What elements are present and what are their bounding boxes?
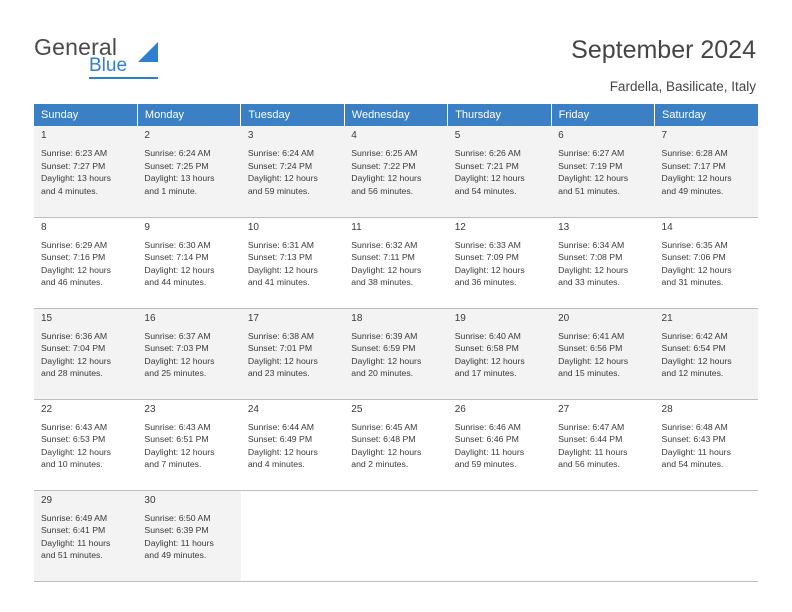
day-info-line: Daylight: 11 hours bbox=[144, 537, 214, 548]
day-info-line: and 49 minutes. bbox=[661, 185, 724, 196]
day-info-line: Daylight: 12 hours bbox=[41, 355, 112, 366]
calendar-day-cell bbox=[34, 217, 137, 308]
calendar-day-cell bbox=[448, 399, 551, 490]
day-number: 11 bbox=[351, 221, 362, 233]
day-info-line: and 41 minutes. bbox=[247, 277, 310, 288]
day-info-line: Daylight: 11 hours bbox=[454, 446, 525, 457]
day-info-line: Sunset: 6:44 PM bbox=[558, 434, 623, 445]
day-info-line: Sunset: 7:09 PM bbox=[454, 252, 519, 263]
calendar-day-cell bbox=[34, 490, 137, 581]
day-info-line: Sunrise: 6:44 AM bbox=[247, 421, 315, 432]
day-info-line: Sunrise: 6:24 AM bbox=[247, 148, 315, 159]
logo-text-general: General bbox=[34, 34, 118, 60]
day-info-line: Daylight: 12 hours bbox=[661, 173, 732, 184]
day-info-line: Sunset: 7:22 PM bbox=[351, 160, 416, 171]
day-info-line: and 2 minutes. bbox=[351, 459, 409, 470]
day-info-line: Sunrise: 6:36 AM bbox=[41, 330, 108, 341]
day-info-line: and 51 minutes. bbox=[41, 550, 103, 561]
day-info-line: Daylight: 12 hours bbox=[144, 446, 215, 457]
calendar-day-cell bbox=[34, 399, 137, 490]
day-info-line: and 12 minutes. bbox=[661, 368, 724, 379]
day-number: 30 bbox=[144, 494, 156, 506]
day-info-line: Sunrise: 6:24 AM bbox=[144, 148, 211, 159]
day-info-line: Sunset: 6:49 PM bbox=[247, 434, 313, 445]
day-info-line: Sunrise: 6:39 AM bbox=[351, 330, 418, 341]
day-info-line: and 56 minutes. bbox=[351, 185, 414, 196]
day-info-line: Daylight: 12 hours bbox=[247, 355, 318, 366]
day-info-line: Sunset: 6:46 PM bbox=[454, 434, 519, 445]
calendar-day-cell bbox=[137, 308, 240, 399]
day-info-line: and 10 minutes. bbox=[41, 459, 103, 470]
day-info-line: Daylight: 12 hours bbox=[351, 264, 422, 275]
calendar-day-cell bbox=[344, 399, 447, 490]
day-info-line: Sunrise: 6:50 AM bbox=[144, 512, 211, 523]
day-info-line: Daylight: 12 hours bbox=[558, 355, 629, 366]
calendar-day-cell bbox=[655, 217, 758, 308]
day-info-line: Sunrise: 6:46 AM bbox=[454, 421, 521, 432]
calendar-week-row bbox=[34, 490, 758, 581]
day-info-line: and 46 minutes. bbox=[41, 277, 103, 288]
day-info-line: Daylight: 13 hours bbox=[41, 173, 112, 184]
day-info-line: Sunrise: 6:37 AM bbox=[144, 330, 211, 341]
day-info-line: Daylight: 12 hours bbox=[247, 173, 318, 184]
page-title: September 2024 bbox=[571, 36, 756, 64]
calendar-day-cell bbox=[655, 126, 758, 217]
day-info-line: Sunrise: 6:32 AM bbox=[351, 239, 418, 250]
weekday-header-sunday: Sunday bbox=[34, 104, 137, 126]
day-info-line: Sunrise: 6:33 AM bbox=[454, 239, 521, 250]
day-number: 18 bbox=[351, 312, 363, 324]
day-info-line: Sunset: 6:43 PM bbox=[661, 434, 726, 445]
page-subtitle-location: Fardella, Basilicate, Italy bbox=[609, 79, 756, 94]
day-info-line: and 36 minutes. bbox=[454, 277, 517, 288]
day-info-line: Sunset: 6:58 PM bbox=[454, 343, 519, 354]
day-info-line: and 4 minutes. bbox=[247, 459, 305, 470]
day-info-line: and 56 minutes. bbox=[558, 459, 620, 470]
day-info-line: Sunset: 7:06 PM bbox=[661, 252, 726, 263]
day-info-line: Sunrise: 6:45 AM bbox=[351, 421, 418, 432]
day-info-line: Sunset: 7:17 PM bbox=[661, 160, 726, 171]
calendar-day-cell bbox=[137, 126, 240, 217]
calendar-day-cell bbox=[655, 399, 758, 490]
day-info-line: and 28 minutes. bbox=[41, 368, 103, 379]
calendar-day-cell bbox=[344, 217, 447, 308]
day-info-line: Sunset: 7:16 PM bbox=[41, 252, 106, 263]
day-number: 8 bbox=[41, 221, 47, 233]
day-info-line: Daylight: 11 hours bbox=[41, 537, 111, 548]
weekday-header-monday: Monday bbox=[137, 104, 240, 126]
day-number: 22 bbox=[41, 403, 53, 415]
day-info-line: Daylight: 12 hours bbox=[558, 173, 629, 184]
day-number: 7 bbox=[661, 130, 668, 141]
day-number: 10 bbox=[247, 221, 259, 233]
day-info-line: Daylight: 12 hours bbox=[558, 264, 629, 275]
day-info-line: and 33 minutes. bbox=[558, 277, 620, 288]
calendar-day-cell bbox=[551, 217, 654, 308]
logo-triangle-icon bbox=[138, 42, 158, 62]
day-number: 17 bbox=[247, 312, 259, 324]
day-info-line: and 17 minutes. bbox=[454, 368, 517, 379]
day-info-line: Daylight: 11 hours bbox=[661, 446, 731, 457]
day-info-line: Sunset: 7:21 PM bbox=[454, 160, 519, 171]
day-number: 1 bbox=[41, 130, 47, 141]
day-number: 21 bbox=[661, 312, 673, 324]
logo-underline bbox=[89, 77, 158, 79]
day-info-line: Sunset: 7:27 PM bbox=[41, 160, 106, 171]
calendar-day-cell bbox=[448, 217, 551, 308]
day-info-line: Sunrise: 6:26 AM bbox=[454, 148, 521, 159]
calendar-day-cell bbox=[34, 308, 137, 399]
day-info-line: Daylight: 12 hours bbox=[41, 446, 112, 457]
day-info-line: Daylight: 12 hours bbox=[144, 264, 215, 275]
day-info-line: and 51 minutes. bbox=[558, 185, 620, 196]
day-number: 27 bbox=[558, 403, 570, 415]
day-info-line: and 23 minutes. bbox=[247, 368, 310, 379]
day-info-line: and 31 minutes. bbox=[661, 277, 724, 288]
day-info-line: Sunrise: 6:23 AM bbox=[41, 148, 108, 159]
calendar-day-cell bbox=[448, 308, 551, 399]
day-info-line: Daylight: 12 hours bbox=[351, 446, 422, 457]
day-info-line: Sunset: 7:25 PM bbox=[144, 160, 209, 171]
calendar-day-cell bbox=[241, 399, 344, 490]
day-number: 26 bbox=[454, 403, 466, 415]
calendar-week-row bbox=[34, 217, 758, 308]
day-info-line: and 54 minutes. bbox=[454, 185, 517, 196]
day-info-line: and 1 minute. bbox=[144, 185, 198, 196]
weekday-header-thursday: Thursday bbox=[448, 104, 551, 126]
calendar-day-cell bbox=[241, 308, 344, 399]
day-info-line: Daylight: 12 hours bbox=[247, 446, 318, 457]
calendar-week-row bbox=[34, 399, 758, 490]
day-info-line: Daylight: 12 hours bbox=[351, 355, 422, 366]
calendar-day-cell bbox=[551, 126, 654, 217]
calendar-day-cell bbox=[448, 126, 551, 217]
calendar-day-cell bbox=[241, 126, 344, 217]
day-info-line: Daylight: 12 hours bbox=[661, 264, 732, 275]
weekday-header-friday: Friday bbox=[551, 104, 654, 126]
calendar-day-cell bbox=[551, 308, 654, 399]
day-info-line: Sunset: 6:51 PM bbox=[144, 434, 209, 445]
day-number: 6 bbox=[558, 130, 564, 141]
calendar-day-cell bbox=[241, 217, 344, 308]
day-number: 23 bbox=[144, 403, 156, 415]
day-info-line: Daylight: 12 hours bbox=[454, 173, 525, 184]
day-number: 4 bbox=[351, 130, 357, 141]
day-info-line: Sunrise: 6:40 AM bbox=[454, 330, 521, 341]
day-info-line: Sunset: 6:56 PM bbox=[558, 343, 623, 354]
day-number: 3 bbox=[247, 130, 254, 141]
day-number: 15 bbox=[41, 312, 53, 324]
day-number: 28 bbox=[661, 403, 673, 415]
calendar-day-cell bbox=[137, 217, 240, 308]
day-info-line: Sunrise: 6:47 AM bbox=[558, 421, 625, 432]
day-info-line: and 20 minutes. bbox=[351, 368, 414, 379]
day-number: 25 bbox=[351, 403, 363, 415]
day-info-line: Sunrise: 6:43 AM bbox=[41, 421, 108, 432]
day-info-line: Sunset: 6:53 PM bbox=[41, 434, 106, 445]
calendar-day-cell bbox=[34, 126, 137, 217]
day-info-line: Sunset: 7:19 PM bbox=[558, 160, 623, 171]
day-info-line: and 59 minutes. bbox=[454, 459, 517, 470]
calendar-body bbox=[34, 126, 758, 581]
day-number: 20 bbox=[558, 312, 570, 324]
calendar-day-cell bbox=[344, 126, 447, 217]
day-info-line: Sunset: 7:11 PM bbox=[351, 252, 415, 263]
day-info-line: Daylight: 12 hours bbox=[454, 355, 525, 366]
calendar-day-cell bbox=[344, 308, 447, 399]
day-number: 2 bbox=[144, 130, 150, 141]
calendar-day-cell-empty bbox=[241, 490, 344, 581]
day-info-line: Sunset: 6:54 PM bbox=[661, 343, 726, 354]
day-info-line: Sunrise: 6:28 AM bbox=[661, 148, 728, 159]
day-info-line: Sunset: 7:14 PM bbox=[144, 252, 209, 263]
day-number: 14 bbox=[661, 221, 673, 233]
day-number: 13 bbox=[558, 221, 570, 233]
day-info-line: and 7 minutes. bbox=[144, 459, 202, 470]
day-info-line: Sunset: 7:24 PM bbox=[247, 160, 313, 171]
day-info-line: Sunset: 6:59 PM bbox=[351, 343, 416, 354]
day-info-line: Sunrise: 6:35 AM bbox=[661, 239, 728, 250]
day-info-line: Daylight: 11 hours bbox=[558, 446, 628, 457]
day-info-line: and 4 minutes. bbox=[41, 185, 98, 196]
calendar-table bbox=[34, 104, 758, 582]
calendar-day-cell-empty bbox=[655, 490, 758, 581]
day-info-line: Sunrise: 6:34 AM bbox=[558, 239, 625, 250]
day-info-line: Sunset: 7:13 PM bbox=[247, 252, 313, 263]
day-info-line: Sunrise: 6:31 AM bbox=[247, 239, 315, 250]
day-info-line: Sunset: 6:41 PM bbox=[41, 525, 106, 536]
day-info-line: Sunset: 7:04 PM bbox=[41, 343, 106, 354]
day-number: 12 bbox=[454, 221, 466, 233]
day-info-line: Daylight: 12 hours bbox=[41, 264, 112, 275]
day-info-line: Sunrise: 6:48 AM bbox=[661, 421, 728, 432]
day-number: 9 bbox=[144, 221, 150, 233]
calendar-day-cell-empty bbox=[448, 490, 551, 581]
day-info-line: Daylight: 12 hours bbox=[351, 173, 422, 184]
day-number: 19 bbox=[454, 312, 466, 324]
day-info-line: Daylight: 12 hours bbox=[144, 355, 215, 366]
generalblue-logo bbox=[34, 34, 194, 76]
day-number: 16 bbox=[144, 312, 156, 324]
day-info-line: Sunrise: 6:43 AM bbox=[144, 421, 211, 432]
day-info-line: Sunrise: 6:49 AM bbox=[41, 512, 108, 523]
day-info-line: Sunrise: 6:29 AM bbox=[41, 239, 108, 250]
logo-text-blue: Blue bbox=[89, 55, 128, 76]
calendar-day-cell bbox=[137, 490, 240, 581]
weekday-header-wednesday: Wednesday bbox=[344, 104, 447, 126]
day-info-line: and 15 minutes. bbox=[558, 368, 620, 379]
calendar-week-row bbox=[34, 126, 758, 217]
day-info-line: and 49 minutes. bbox=[144, 550, 207, 561]
calendar-day-cell bbox=[655, 308, 758, 399]
day-number: 29 bbox=[41, 494, 53, 506]
day-number: 24 bbox=[247, 403, 259, 415]
day-info-line: Sunrise: 6:27 AM bbox=[558, 148, 625, 159]
day-info-line: Daylight: 12 hours bbox=[247, 264, 318, 275]
calendar-day-cell-empty bbox=[344, 490, 447, 581]
weekday-header-saturday: Saturday bbox=[655, 104, 758, 126]
day-info-line: Sunrise: 6:30 AM bbox=[144, 239, 211, 250]
day-info-line: Sunrise: 6:42 AM bbox=[661, 330, 728, 341]
day-info-line: Sunset: 6:39 PM bbox=[144, 525, 209, 536]
page-header bbox=[0, 0, 792, 96]
day-number: 5 bbox=[454, 130, 461, 141]
day-info-line: and 44 minutes. bbox=[144, 277, 207, 288]
day-info-line: Sunrise: 6:41 AM bbox=[558, 330, 625, 341]
weekday-header-tuesday: Tuesday bbox=[241, 104, 344, 126]
day-info-line: Sunset: 6:48 PM bbox=[351, 434, 416, 445]
calendar-day-cell-empty bbox=[551, 490, 654, 581]
calendar-day-cell bbox=[551, 399, 654, 490]
day-info-line: and 38 minutes. bbox=[351, 277, 414, 288]
day-info-line: Sunrise: 6:25 AM bbox=[351, 148, 418, 159]
day-info-line: Sunrise: 6:38 AM bbox=[247, 330, 315, 341]
day-info-line: Daylight: 13 hours bbox=[144, 173, 215, 184]
day-info-line: Daylight: 12 hours bbox=[661, 355, 732, 366]
day-info-line: and 59 minutes. bbox=[247, 185, 310, 196]
day-info-line: Daylight: 12 hours bbox=[454, 264, 525, 275]
day-info-line: and 54 minutes. bbox=[661, 459, 724, 470]
day-info-line: Sunset: 7:01 PM bbox=[247, 343, 313, 354]
day-info-line: Sunset: 7:08 PM bbox=[558, 252, 623, 263]
day-info-line: Sunset: 7:03 PM bbox=[144, 343, 209, 354]
calendar-header-row bbox=[34, 104, 758, 126]
day-info-line: and 25 minutes. bbox=[144, 368, 207, 379]
calendar-day-cell bbox=[137, 399, 240, 490]
calendar-week-row bbox=[34, 308, 758, 399]
